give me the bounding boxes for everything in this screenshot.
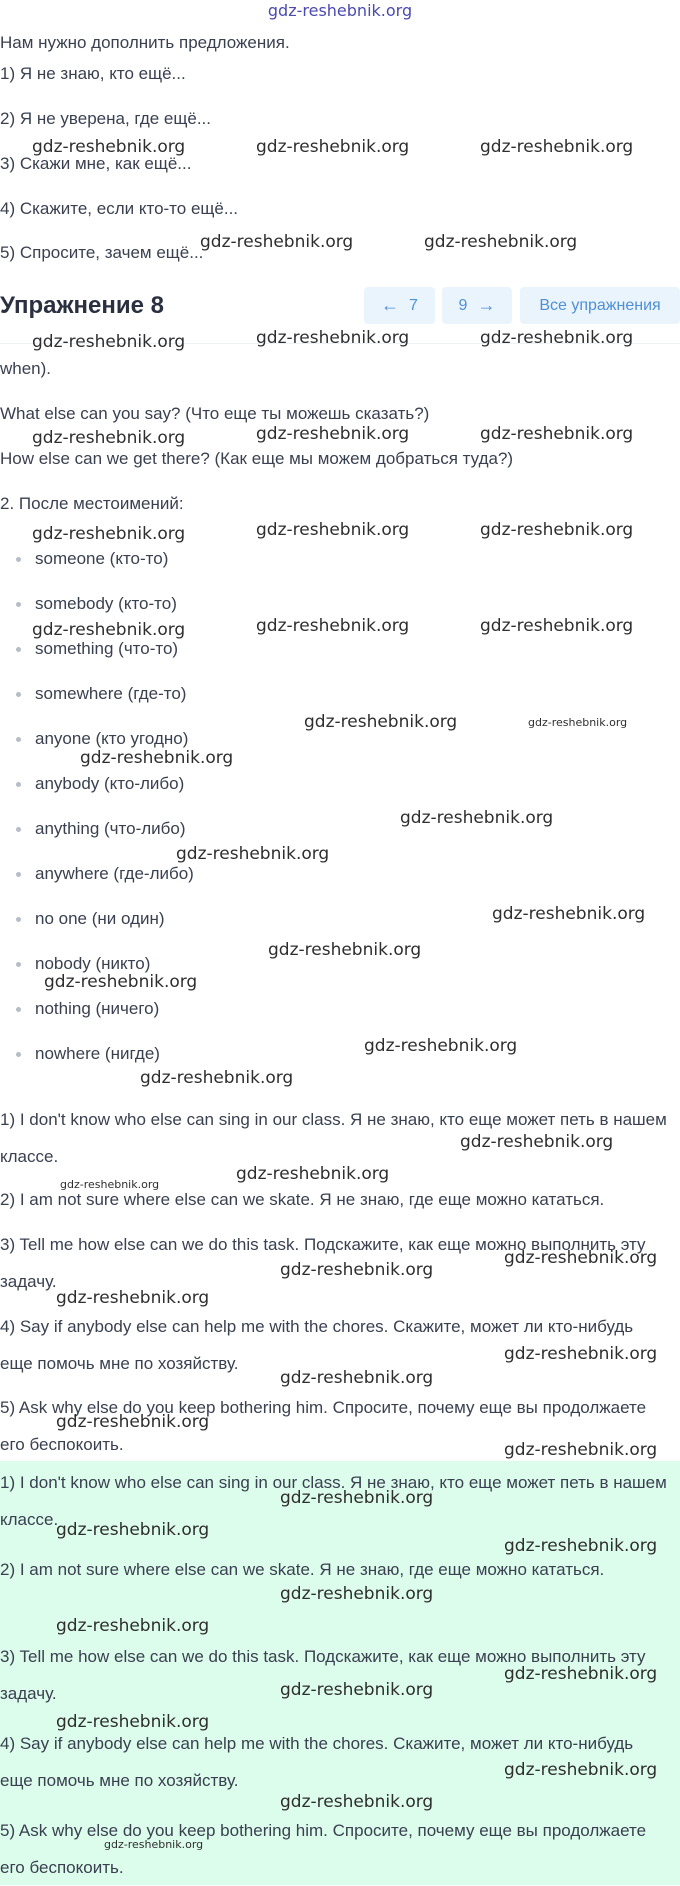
all-exercises-button[interactable] (520, 287, 680, 324)
watermark: gdz-reshebnik.org (32, 332, 186, 352)
watermark: gdz-reshebnik.org (56, 1520, 210, 1540)
answer-line: 5) Ask why else do you keep bothering him. Спросите, почему еще вы продолжаете его беспокоить. (0, 1398, 647, 1454)
watermark: gdz-reshebnik.org (528, 716, 628, 729)
prev-exercise-button[interactable] (364, 287, 435, 324)
intro-item: 4) Скажите, если кто-то ещё... (0, 199, 239, 218)
intro-item: 1) Я не знаю, кто ещё... (0, 64, 186, 83)
watermark: gdz-reshebnik.org (504, 1536, 658, 1556)
watermark: gdz-reshebnik.org (56, 1712, 210, 1732)
watermark: gdz-reshebnik.org (256, 424, 410, 444)
watermark: gdz-reshebnik.org (504, 1248, 658, 1268)
theory-example: What else can you say? (Что еще ты можешь сказать?) (0, 404, 430, 423)
bullet-icon (16, 962, 21, 967)
watermark: gdz-reshebnik.org (304, 712, 458, 732)
next-exercise-label: 9 (458, 296, 468, 314)
list-item: somebody (кто-то) (0, 585, 194, 630)
watermark: gdz-reshebnik.org (504, 1344, 658, 1364)
watermark: gdz-reshebnik.org (176, 844, 330, 864)
bullet-icon (16, 737, 21, 742)
bullet-icon (16, 602, 21, 607)
watermark: gdz-reshebnik.org (140, 1068, 294, 1088)
watermark: gdz-reshebnik.org (104, 1838, 204, 1851)
watermark: gdz-reshebnik.org (256, 520, 410, 540)
list-item: anybody (кто-либо) (0, 765, 194, 810)
bullet-icon (16, 557, 21, 562)
pronouns-title: 2. После местоимений: (0, 494, 184, 513)
watermark: gdz-reshebnik.org (280, 1260, 434, 1280)
list-item: somewhere (где-то) (0, 675, 194, 720)
final-answer-line: 1) I don't know who else can sing in our class. Я не знаю, кто еще может петь в нашем классе. (0, 1473, 667, 1529)
watermark: gdz-reshebnik.org (480, 328, 634, 348)
bullet-icon (16, 872, 21, 877)
watermark: gdz-reshebnik.org (492, 904, 646, 924)
watermark: gdz-reshebnik.org (424, 232, 578, 252)
watermark: gdz-reshebnik.org (32, 137, 186, 157)
bullet-icon (16, 647, 21, 652)
exercise-title: Упражнение 8 (0, 292, 164, 319)
intro-item: 5) Спросите, зачем ещё... (0, 243, 204, 262)
watermark: gdz-reshebnik.org (280, 1488, 434, 1508)
intro-lead: Нам нужно дополнить предложения. (0, 33, 290, 52)
answer-line: 3) Tell me how else can we do this task. Подскажите, как еще можно выполнить эту задачу. (0, 1235, 646, 1291)
list-item: anyone (кто угодно) (0, 720, 194, 765)
theory-example: How else can we get there? (Как еще мы можем добраться туда?) (0, 449, 514, 468)
watermark: gdz-reshebnik.org (32, 428, 186, 448)
next-exercise-button[interactable] (442, 287, 512, 324)
watermark: gdz-reshebnik.org (200, 232, 354, 252)
watermark: gdz-reshebnik.org (56, 1288, 210, 1308)
arrow-right-icon: → (477, 295, 496, 315)
all-exercises-label: Все упражнения (539, 296, 661, 314)
bullet-icon (16, 1007, 21, 1012)
final-answer-line: 3) Tell me how else can we do this task. Подскажите, как еще можно выполнить эту задачу. (0, 1647, 646, 1703)
watermark: gdz-reshebnik.org (400, 808, 554, 828)
watermark: gdz-reshebnik.org (480, 424, 634, 444)
list-item: anything (что-либо) (0, 810, 194, 855)
watermark: gdz-reshebnik.org (480, 520, 634, 540)
bullet-icon (16, 917, 21, 922)
watermark: gdz-reshebnik.org (480, 137, 634, 157)
watermark: gdz-reshebnik.org (56, 1412, 210, 1432)
bullet-icon (16, 827, 21, 832)
watermark: gdz-reshebnik.org (60, 1178, 160, 1191)
watermark: gdz-reshebnik.org (236, 1164, 390, 1184)
final-answer-line: 4) Say if anybody else can help me with the chores. Скажите, может ли кто-нибудь еще помочь мне по хозяйству. (0, 1734, 634, 1790)
prev-exercise-label: 7 (409, 296, 418, 314)
watermark: gdz-reshebnik.org (364, 1036, 518, 1056)
arrow-left-icon: ← (381, 295, 400, 315)
answer-line: 1) I don't know who else can sing in our class. Я не знаю, кто еще может петь в нашем классе. (0, 1110, 667, 1166)
bullet-icon (16, 1052, 21, 1057)
watermark: gdz-reshebnik.org (504, 1664, 658, 1684)
intro-item: 3) Скажи мне, как ещё... (0, 154, 192, 173)
watermark: gdz-reshebnik.org (32, 620, 186, 640)
watermark: gdz-reshebnik.org (44, 972, 198, 992)
watermark: gdz-reshebnik.org (280, 1680, 434, 1700)
watermark: gdz-reshebnik.org (480, 616, 634, 636)
watermark: gdz-reshebnik.org (280, 1584, 434, 1604)
final-answer-line: 2) I am not sure where else can we skate. Я не знаю, где еще можно кататься. (0, 1560, 605, 1579)
list-item: nowhere (нигде) (0, 1035, 194, 1080)
list-item: something (что-то) (0, 630, 194, 675)
watermark: gdz-reshebnik.org (280, 1368, 434, 1388)
watermark: gdz-reshebnik.org (256, 328, 410, 348)
watermark: gdz-reshebnik.org (56, 1616, 210, 1636)
list-item: someone (кто-то) (0, 540, 194, 585)
watermark: gdz-reshebnik.org (460, 1132, 614, 1152)
list-item: anywhere (где-либо) (0, 855, 194, 900)
watermark: gdz-reshebnik.org (280, 1792, 434, 1812)
final-answer-line: 5) Ask why else do you keep bothering him. Спросите, почему еще вы продолжаете его беспокоить. (0, 1821, 647, 1877)
watermark: gdz-reshebnik.org (256, 137, 410, 157)
watermark: gdz-reshebnik.org (32, 524, 186, 544)
theory-fragment: when). (0, 359, 52, 378)
intro-item: 2) Я не уверена, где ещё... (0, 109, 211, 128)
list-item: nobody (никто) (0, 945, 194, 990)
site-name[interactable]: gdz-reshebnik.org (267, 1, 413, 20)
list-item: no one (ни один) (0, 900, 194, 945)
watermark: gdz-reshebnik.org (504, 1440, 658, 1460)
watermark: gdz-reshebnik.org (504, 1760, 658, 1780)
answer-line: 2) I am not sure where else can we skate. Я не знаю, где еще можно кататься. (0, 1190, 605, 1209)
answer-line: 4) Say if anybody else can help me with the chores. Скажите, может ли кто-нибудь еще помочь мне по хозяйству. (0, 1317, 634, 1373)
watermark: gdz-reshebnik.org (80, 748, 234, 768)
watermark: gdz-reshebnik.org (268, 940, 422, 960)
bullet-icon (16, 692, 21, 697)
list-item: nothing (ничего) (0, 990, 194, 1035)
watermark: gdz-reshebnik.org (256, 616, 410, 636)
bullet-icon (16, 782, 21, 787)
